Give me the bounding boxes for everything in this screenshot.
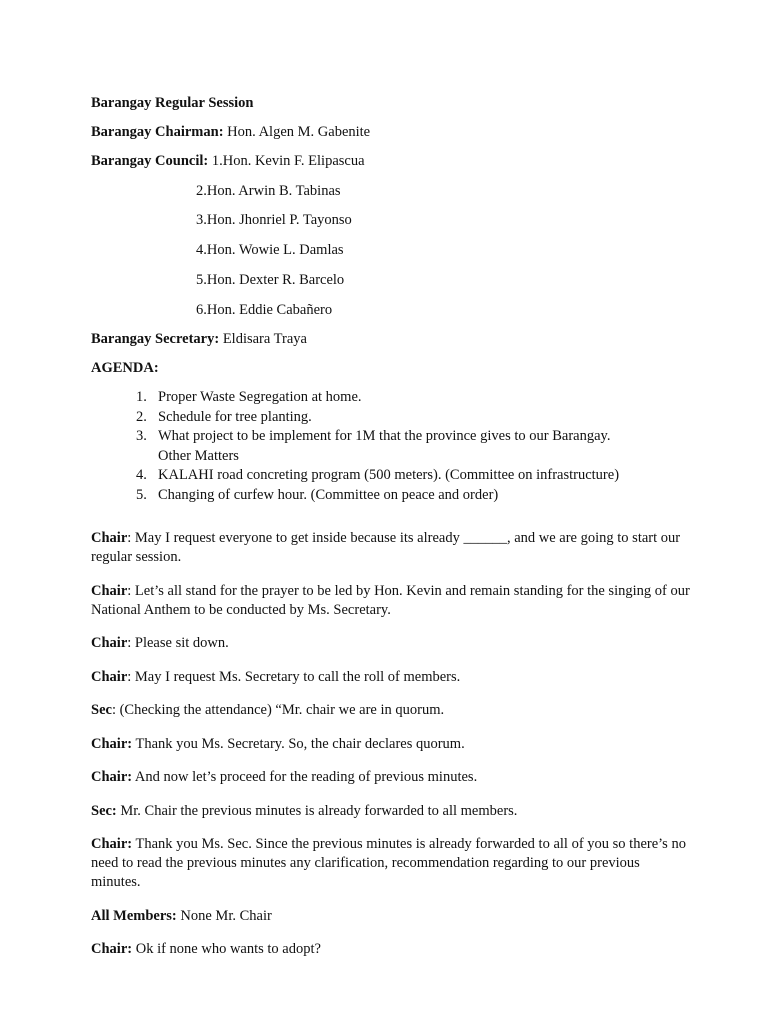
agenda-heading: AGENDA: (91, 359, 159, 376)
council-member: 1.Hon. Kevin F. Elipascua (208, 152, 365, 169)
agenda-item: 1. Proper Waste Segregation at home. (136, 389, 362, 406)
speaker: Chair: (91, 836, 133, 853)
speaker: All Members: (91, 907, 177, 924)
speaker: Chair: (91, 941, 133, 958)
speaker: Chair (91, 668, 128, 685)
dialogue-line: Chair: May I request Ms. Secretary to call the roll of members. (91, 668, 461, 685)
chairman-line (91, 123, 691, 142)
dialogue-line: Sec: (Checking the attendance) “Mr. chair we are in quorum. (91, 702, 445, 719)
dialogue-line: Chair: And now let’s proceed for the reading of previous minutes. (91, 769, 478, 786)
speaker: Sec: (91, 802, 117, 819)
dialogue-line: Chair: Thank you Ms. Secretary. So, the chair declares quorum. (91, 735, 465, 752)
dialogue-line: Chair: Ok if none who wants to adopt? (91, 941, 321, 958)
dialogue-line: Chair: Please sit down. (91, 635, 229, 652)
speaker: Chair: (91, 769, 133, 786)
agenda-item: 2. Schedule for tree planting. (136, 408, 312, 425)
council-member: 3.Hon. Jhonriel P. Tayonso (196, 212, 352, 229)
council-label: Barangay Council: (91, 152, 209, 169)
document-body (91, 94, 691, 974)
speaker: Chair (91, 530, 128, 547)
chairman-label: Barangay Chairman: (91, 123, 224, 140)
secretary-line (91, 330, 691, 349)
council-member: 2.Hon. Arwin B. Tabinas (196, 182, 341, 199)
agenda-item: 4. KALAHI road concreting program (500 meters). (Committee on infrastructure) (136, 467, 620, 484)
chairman-name: Hon. Algen M. Gabenite (223, 123, 371, 140)
speaker: Chair: (91, 735, 133, 752)
council-member: 4.Hon. Wowie L. Damlas (196, 242, 344, 259)
speaker: Sec (91, 702, 112, 719)
fill-in-blank: ______ (463, 530, 507, 547)
dialogue-line: Chair: Thank you Ms. Sec. Since the previous minutes is already forwarded to all of you so there’s no need to read the previous minutes any clarification, recommendation regarding to our previous minutes. (91, 836, 686, 891)
agenda-item: 3. What project to be implement for 1M that the province gives to our Barangay. Other Matters (91, 427, 691, 466)
council-member: 6.Hon. Eddie Cabañero (196, 301, 333, 318)
council-line (91, 152, 691, 171)
agenda-subitem: Other Matters (158, 447, 239, 464)
dialogue-line: Chair: May I request everyone to get inside because its already ______, and we are going to start our regular session. (91, 530, 681, 566)
secretary-label: Barangay Secretary: (91, 330, 220, 347)
agenda-list (91, 388, 691, 505)
council-member: 5.Hon. Dexter R. Barcelo (196, 272, 345, 289)
speaker: Chair (91, 582, 128, 599)
document-title: Barangay Regular Session (91, 95, 254, 111)
dialogue-line: All Members: None Mr. Chair (91, 907, 272, 924)
dialogue-line: Sec: Mr. Chair the previous minutes is already forwarded to all members. (91, 802, 518, 819)
secretary-name: Eldisara Traya (219, 330, 307, 347)
dialogue-line: Chair: Let’s all stand for the prayer to be led by Hon. Kevin and remain standing for the singing of our National Anthem to be conducted by Ms. Secretary. (91, 582, 690, 618)
speaker: Chair (91, 635, 128, 652)
agenda-item: 5. Changing of curfew hour. (Committee on peace and order) (136, 486, 499, 503)
